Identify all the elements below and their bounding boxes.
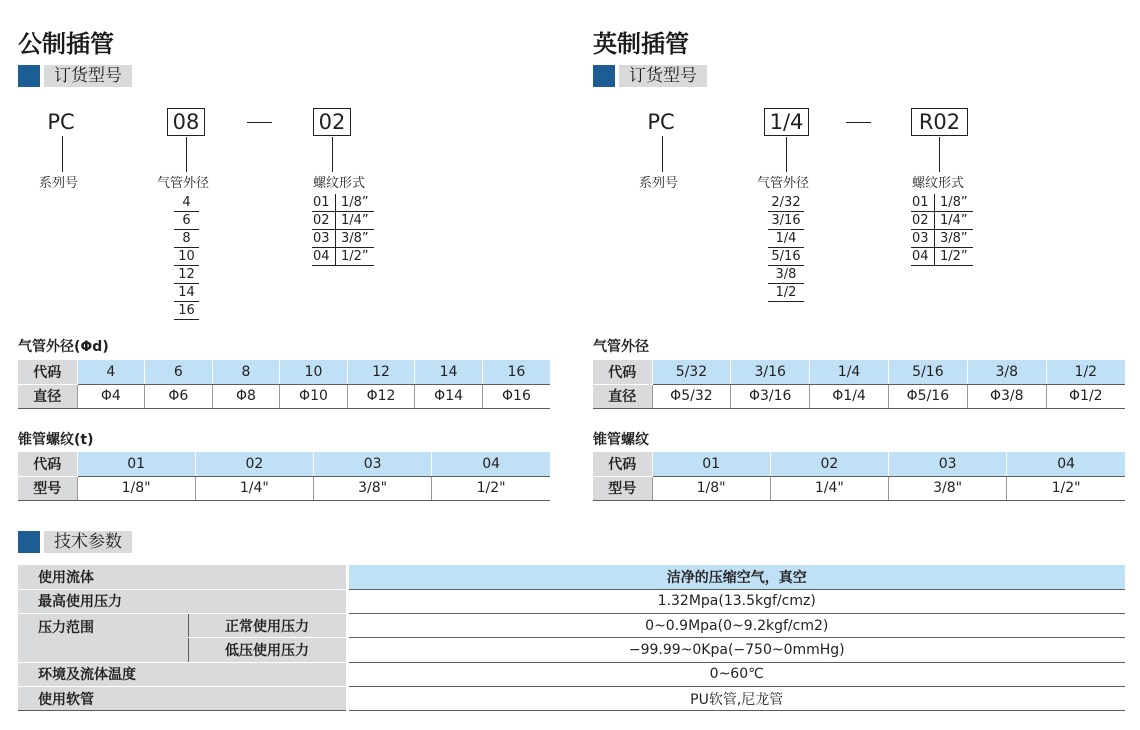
tech-header xyxy=(18,531,132,553)
table-cell: 3/16 xyxy=(731,360,810,384)
imperial-series-label: 系列号 xyxy=(639,176,679,191)
metric-tube-table-title: 气管外径(Φd) xyxy=(18,339,109,355)
metric-thread-list xyxy=(312,194,374,266)
table-cell: 16 xyxy=(482,360,550,384)
normal-pressure-value: 0~0.9Mpa(0~9.2kgf/cm2) xyxy=(347,614,1125,638)
thread-code: 01 xyxy=(912,195,929,210)
table-row xyxy=(18,686,1125,710)
list-item: 4 xyxy=(174,194,199,212)
metric-tube-size-list xyxy=(174,194,199,320)
list-item: 1/4 xyxy=(768,230,804,248)
table-cell: Φ5/16 xyxy=(888,384,967,408)
imperial-thread-table xyxy=(593,452,1125,501)
metric-series-code: PC xyxy=(47,110,75,134)
low-pressure-value: −99.99~0Kpa(−750~0mmHg) xyxy=(347,638,1125,662)
imperial-thread-code-box: R02 xyxy=(911,108,968,136)
table-cell: Φ12 xyxy=(347,384,415,408)
table-cell: 02 xyxy=(195,452,313,476)
table-cell: Φ1/2 xyxy=(1046,384,1125,408)
thread-code: 03 xyxy=(313,231,330,246)
imperial-series-code: PC xyxy=(647,110,675,134)
table-row xyxy=(18,476,550,500)
thread-size: 3/8” xyxy=(335,230,374,247)
table-header: 代码 xyxy=(593,452,652,476)
thread-code: 01 xyxy=(313,195,330,210)
thread-code: 04 xyxy=(313,249,330,264)
imperial-title: 英制插管 xyxy=(593,30,689,58)
table-cell: 02 xyxy=(770,452,888,476)
metric-title: 公制插管 xyxy=(18,30,114,58)
thread-code: 04 xyxy=(912,249,929,264)
imperial-tube-code-box: 1/4 xyxy=(764,108,809,136)
list-item xyxy=(312,230,374,248)
table-cell: Φ3/8 xyxy=(967,384,1046,408)
list-item: 16 xyxy=(174,302,199,320)
max-pressure-label: 最高使用压力 xyxy=(18,589,347,613)
table-cell: Φ1/4 xyxy=(810,384,889,408)
thread-code: 03 xyxy=(912,231,929,246)
table-cell: Φ4 xyxy=(77,384,145,408)
imperial-thread-table-title: 锥管螺纹 xyxy=(593,432,649,448)
table-cell: 12 xyxy=(347,360,415,384)
table-cell: 3/8 xyxy=(967,360,1046,384)
table-row xyxy=(593,452,1125,476)
metric-thread-label: 螺纹形式 xyxy=(313,176,366,191)
thread-size: 1/2” xyxy=(934,248,973,265)
list-item xyxy=(312,248,374,266)
table-row xyxy=(593,476,1125,500)
tube-type-value: PU软管,尼龙管 xyxy=(347,686,1125,710)
imperial-order-label: 订货型号 xyxy=(619,65,707,87)
leader-line xyxy=(62,136,63,172)
leader-line xyxy=(332,137,333,172)
table-cell: 6 xyxy=(145,360,213,384)
low-pressure-label: 低压使用压力 xyxy=(188,638,347,662)
thread-code: 02 xyxy=(912,213,929,228)
thread-size: 1/8” xyxy=(934,194,973,211)
fluid-label: 使用流体 xyxy=(18,565,347,589)
table-cell: 1/2" xyxy=(1007,476,1125,500)
temperature-value: 0~60℃ xyxy=(347,662,1125,686)
table-header: 型号 xyxy=(593,476,652,500)
table-cell: Φ6 xyxy=(145,384,213,408)
table-cell: 01 xyxy=(652,452,770,476)
table-cell: 01 xyxy=(77,452,195,476)
table-cell: 03 xyxy=(889,452,1007,476)
table-cell: 1/2 xyxy=(1046,360,1125,384)
metric-tube-table xyxy=(18,360,550,409)
table-cell: 1/8" xyxy=(652,476,770,500)
section-marker xyxy=(18,531,40,553)
imperial-tube-size-list xyxy=(768,194,804,302)
list-item xyxy=(911,194,973,212)
list-item: 3/8 xyxy=(768,266,804,284)
table-cell: Φ14 xyxy=(415,384,483,408)
table-cell: Φ5/32 xyxy=(652,384,731,408)
metric-thread-code-box: 02 xyxy=(313,108,351,136)
table-cell: 8 xyxy=(212,360,280,384)
list-item: 12 xyxy=(174,266,199,284)
metric-order-label: 订货型号 xyxy=(44,65,132,87)
tube-type-label: 使用软管 xyxy=(18,686,347,710)
section-marker xyxy=(18,65,40,87)
normal-pressure-label: 正常使用压力 xyxy=(188,614,347,638)
tech-table xyxy=(18,565,1125,711)
imperial-tube-label: 气管外径 xyxy=(757,176,810,191)
metric-separator xyxy=(247,122,272,123)
table-row xyxy=(18,589,1125,613)
table-cell: 1/2" xyxy=(432,476,550,500)
table-cell: 1/8" xyxy=(77,476,195,500)
table-cell: 10 xyxy=(280,360,348,384)
table-cell: 1/4 xyxy=(810,360,889,384)
list-item xyxy=(312,212,374,230)
thread-size: 1/4” xyxy=(934,212,973,229)
table-row xyxy=(18,360,550,384)
table-cell: 1/4" xyxy=(770,476,888,500)
thread-size: 1/4” xyxy=(335,212,374,229)
list-item: 8 xyxy=(174,230,199,248)
list-item xyxy=(911,248,973,266)
table-cell: Φ16 xyxy=(482,384,550,408)
table-header: 直径 xyxy=(18,384,77,408)
temperature-label: 环境及流体温度 xyxy=(18,662,347,686)
table-header: 代码 xyxy=(593,360,652,384)
table-row xyxy=(18,614,1125,638)
fluid-value: 洁净的压缩空气，真空 xyxy=(347,565,1125,589)
imperial-thread-label: 螺纹形式 xyxy=(912,176,965,191)
table-header: 代码 xyxy=(18,360,77,384)
metric-order-header xyxy=(18,65,132,87)
list-item: 2/32 xyxy=(768,194,804,212)
table-row xyxy=(18,565,1125,589)
thread-size: 1/8” xyxy=(335,194,374,211)
table-row xyxy=(593,360,1125,384)
list-item: 6 xyxy=(174,212,199,230)
table-row xyxy=(18,662,1125,686)
metric-thread-table-title: 锥管螺纹(t) xyxy=(18,432,94,448)
imperial-separator xyxy=(846,122,871,123)
table-row xyxy=(18,452,550,476)
table-cell: 3/8" xyxy=(314,476,432,500)
imperial-tube-table-title: 气管外径 xyxy=(593,339,649,355)
list-item: 14 xyxy=(174,284,199,302)
imperial-tube-table xyxy=(593,360,1125,409)
table-cell: 04 xyxy=(1007,452,1125,476)
metric-thread-table xyxy=(18,452,550,501)
thread-code: 02 xyxy=(313,213,330,228)
thread-size: 1/2” xyxy=(335,248,374,265)
list-item xyxy=(312,194,374,212)
list-item xyxy=(911,230,973,248)
section-marker xyxy=(593,65,615,87)
list-item xyxy=(911,212,973,230)
table-cell: Φ3/16 xyxy=(731,384,810,408)
table-cell: Φ8 xyxy=(212,384,280,408)
leader-line xyxy=(786,137,787,172)
imperial-order-header xyxy=(593,65,707,87)
list-item: 5/16 xyxy=(768,248,804,266)
tech-title: 技术参数 xyxy=(44,531,132,553)
metric-tube-label: 气管外径 xyxy=(157,176,210,191)
table-cell: 03 xyxy=(314,452,432,476)
table-header: 代码 xyxy=(18,452,77,476)
metric-series-label: 系列号 xyxy=(39,176,79,191)
list-item: 1/2 xyxy=(768,284,804,302)
table-row xyxy=(18,384,550,408)
thread-size: 3/8” xyxy=(934,230,973,247)
pressure-range-label: 压力范围 xyxy=(18,614,188,663)
leader-line xyxy=(662,136,663,172)
list-item: 10 xyxy=(174,248,199,266)
table-cell: 14 xyxy=(415,360,483,384)
leader-line xyxy=(939,137,940,172)
table-cell: 3/8" xyxy=(889,476,1007,500)
imperial-thread-list xyxy=(911,194,973,266)
table-cell: Φ10 xyxy=(280,384,348,408)
table-cell: 4 xyxy=(77,360,145,384)
table-header: 直径 xyxy=(593,384,652,408)
list-item: 3/16 xyxy=(768,212,804,230)
max-pressure-value: 1.32Mpa(13.5kgf/cmz) xyxy=(347,589,1125,613)
table-cell: 1/4" xyxy=(195,476,313,500)
table-cell: 5/16 xyxy=(888,360,967,384)
table-cell: 04 xyxy=(432,452,550,476)
leader-line xyxy=(186,137,187,172)
metric-tube-code-box: 08 xyxy=(167,108,205,136)
table-header: 型号 xyxy=(18,476,77,500)
table-cell: 5/32 xyxy=(652,360,731,384)
table-row xyxy=(593,384,1125,408)
